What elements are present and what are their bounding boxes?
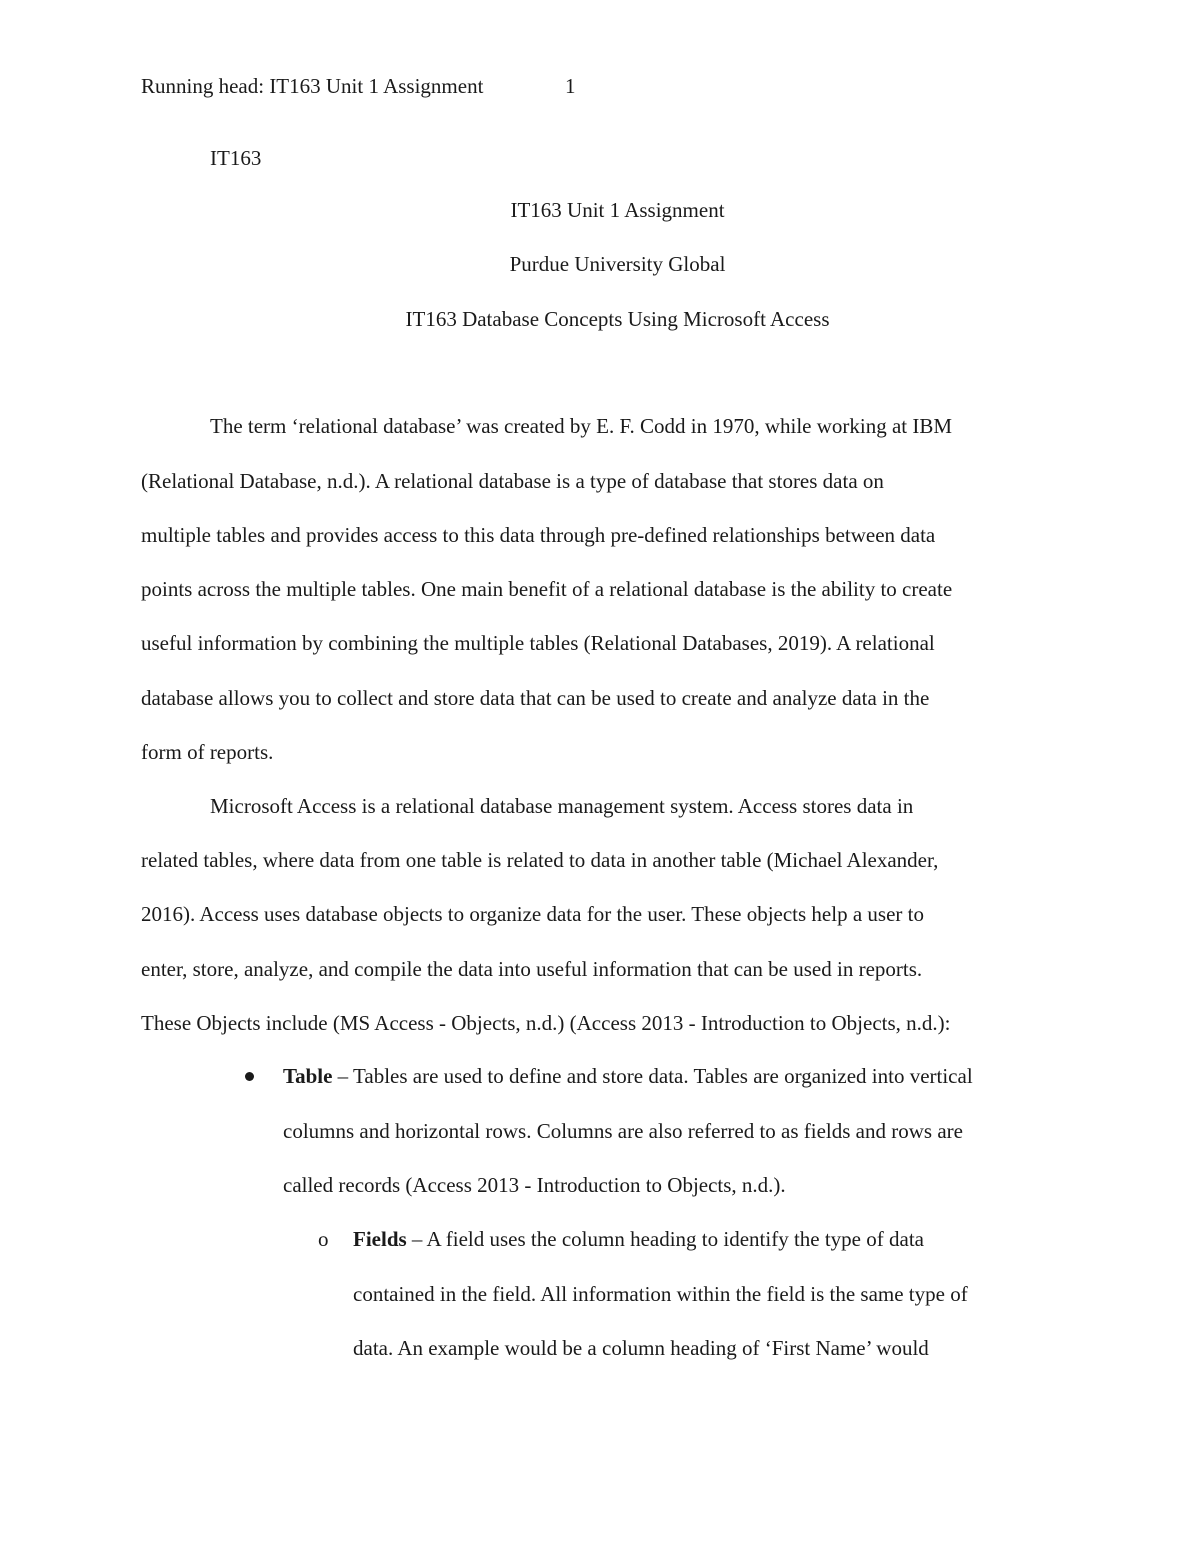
table-bullet-line (283, 1064, 973, 1089)
fields-bullet-line: contained in the field. All information within the field is the same type of (353, 1282, 968, 1306)
paper-title: IT163 Unit 1 Assignment (510, 198, 725, 222)
circle-bullet-icon: o (318, 1227, 329, 1251)
paragraph1-line: form of reports. (141, 740, 274, 764)
course-code: IT163 (210, 146, 262, 170)
table-bullet-text: – Tables are used to define and store data. Tables are organized into vertical (332, 1064, 973, 1088)
page-number: 1 (565, 74, 576, 98)
paragraph1-line: multiple tables and provides access to this data through pre-defined relationships between data (141, 523, 936, 547)
paragraph2-line: Microsoft Access is a relational database management system. Access stores data in (210, 794, 914, 818)
running-head: Running head: IT163 Unit 1 Assignment (141, 74, 484, 98)
fields-bullet-text: – A field uses the column heading to identify the type of data (406, 1227, 924, 1251)
paragraph2-line: related tables, where data from one table is related to data in another table (Michael Alexander, (141, 848, 939, 872)
fields-bullet-line: data. An example would be a column heading of ‘First Name’ would (353, 1336, 929, 1360)
table-bullet-line: called records (Access 2013 - Introduction to Objects, n.d.). (283, 1173, 786, 1197)
fields-bullet-line (353, 1227, 924, 1252)
bullet-dot-icon (245, 1072, 254, 1081)
table-bullet-line: columns and horizontal rows. Columns are also referred to as fields and rows are (283, 1119, 963, 1143)
paragraph1-line: The term ‘relational database’ was created by E. F. Codd in 1970, while working at IBM (210, 414, 953, 438)
paragraph1-line: useful information by combining the multiple tables (Relational Databases, 2019). A relational (141, 631, 935, 655)
institution-name: Purdue University Global (509, 252, 726, 276)
table-term: Table (283, 1064, 333, 1088)
fields-term: Fields (353, 1227, 407, 1251)
course-name: IT163 Database Concepts Using Microsoft Access (405, 307, 830, 331)
paragraph1-line: (Relational Database, n.d.). A relational database is a type of database that stores data on (141, 469, 884, 493)
paragraph1-line: database allows you to collect and store data that can be used to create and analyze data in the (141, 686, 930, 710)
paragraph2-line: These Objects include (MS Access - Objects, n.d.) (Access 2013 - Introduction to Objects, n.d.): (141, 1011, 951, 1035)
paragraph1-line: points across the multiple tables. One main benefit of a relational database is the ability to create (141, 577, 953, 601)
paragraph2-line: enter, store, analyze, and compile the data into useful information that can be used in reports. (141, 957, 923, 981)
paragraph2-line: 2016). Access uses database objects to organize data for the user. These objects help a user to (141, 902, 924, 926)
